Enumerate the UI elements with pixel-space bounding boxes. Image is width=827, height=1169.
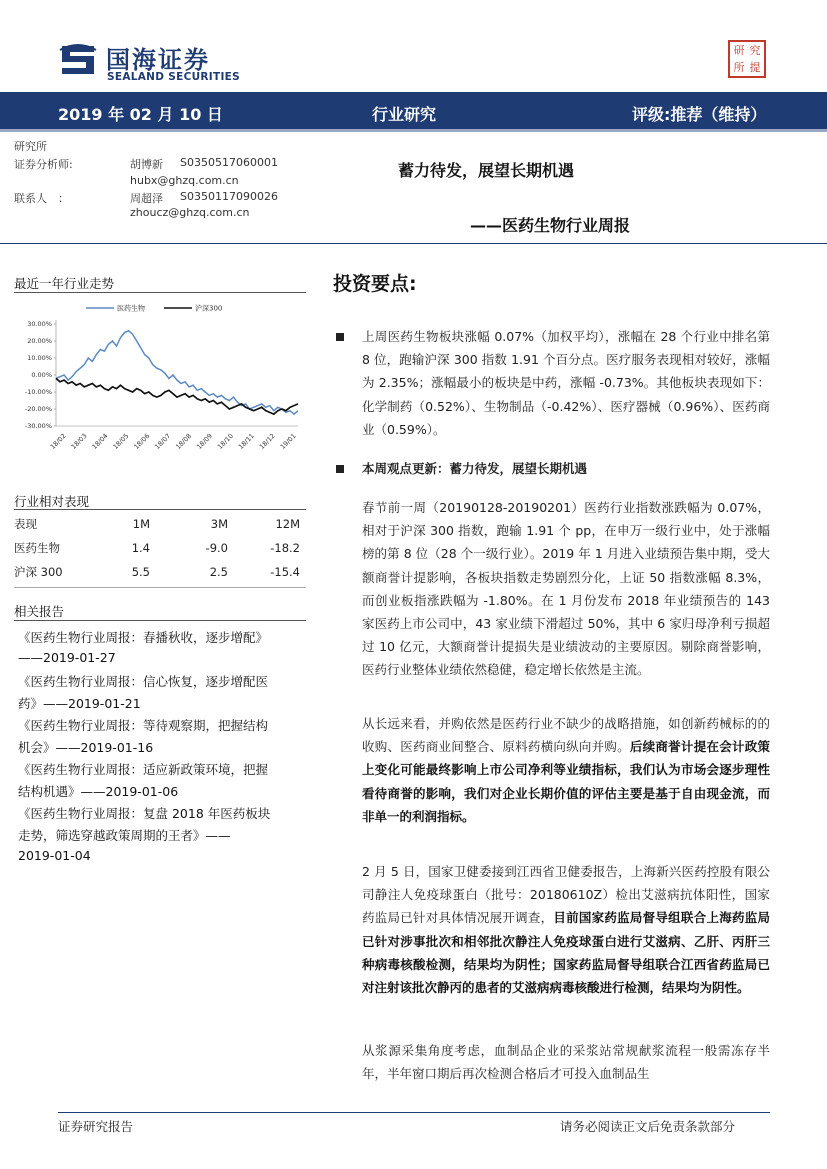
y-tick-label: 0.00%	[31, 371, 52, 379]
immunoglobulin-paragraph	[362, 860, 770, 999]
seal-char: 研	[733, 44, 745, 57]
table-header-cell: 表现	[14, 517, 37, 531]
y-tick-label: 10.00%	[27, 354, 52, 362]
related-report-line[interactable]: 《医药生物行业周报：信心恢复，逐步增配医	[18, 674, 269, 689]
brand-name-en: SEALAND SECURITIES	[107, 71, 240, 83]
table-cell: 沪深 300	[14, 565, 63, 579]
institute-label: 研究所	[14, 140, 47, 153]
related-report-line: ——2019-01-27	[18, 650, 116, 665]
weekly-view-heading: 本周观点更新：蓄力待发，展望长期机遇	[362, 461, 588, 476]
performance-table	[14, 512, 304, 584]
contact-name: 周超泽	[130, 192, 163, 205]
related-report-line[interactable]: 《医药生物行业周报：春播秋收，逐步增配》	[18, 630, 269, 645]
x-tick-label: 18/07	[153, 432, 173, 451]
footer-disclaimer[interactable]: 请务必阅读正文后免责条款部分	[560, 1119, 736, 1134]
research-seal-icon	[728, 40, 766, 78]
industry-trend-chart	[14, 298, 304, 458]
table-header-cell: 12M	[275, 517, 300, 531]
series-line-csi300	[56, 378, 298, 414]
table-header-row	[14, 512, 304, 536]
bullet-square-icon	[336, 465, 344, 473]
x-tick-label: 18/11	[236, 432, 256, 451]
header-divider	[0, 243, 827, 244]
x-tick-label: 18/02	[48, 432, 68, 451]
table-cell: -9.0	[205, 541, 228, 555]
analyst-name: 胡博新	[130, 158, 163, 171]
legend-label: 医药生物	[117, 304, 145, 313]
x-tick-label: 18/06	[132, 432, 152, 451]
table-cell: 2.5	[209, 565, 228, 579]
analyst-label: 证券分析师:	[14, 158, 73, 171]
seal-char: 提	[749, 61, 761, 74]
related-report-line[interactable]: 《医药生物行业周报：等待观察期，把握结构	[18, 718, 269, 733]
table-cell: 医药生物	[14, 541, 60, 555]
key-points-title: 投资要点:	[333, 273, 417, 295]
market-review-paragraph: 春节前一周（20190128-20190201）医药行业指数涨跌幅为 0.07%，相对于沪深 300 指数，跑输 1.91 个 pp，在申万一级行业中，处于涨幅榜的第 8 位（28 个一级行业）。2019 年 1 月进入业绩预告集中期，受大额商誉计提影响，各板块指数走势剧烈分化，上证 50 指数涨幅 8.3%，而创业板指涨跌幅为 -1.80%。在 1 月份发布 2018 年业绩预告的 143 家医药上市公司中，43 家业绩下滑超过 50%，其中 6 家归母净利亏损超过 10 亿元，大额商誉计提损失是业绩波动的主要原因。剔除商誉影响，医药行业整体业绩依然稳健，稳定增长依然是主流。	[362, 500, 770, 678]
y-tick-label: -10.00%	[24, 388, 52, 396]
related-report-line: 结构机遇》——2019-01-06	[18, 784, 179, 799]
contact-label: 联系人 ：	[14, 192, 69, 205]
m-and-a-text: 从长远来看，并购依然是医药行业不缺少的战略措施，如创新药械标的的收购、医药商业间整合、原料药横向纵向并购。	[362, 716, 770, 755]
m-and-a-paragraph	[362, 712, 770, 828]
table-cell: -18.2	[270, 541, 300, 555]
y-tick-label: -30.00%	[24, 422, 52, 430]
footer-divider	[58, 1112, 770, 1113]
related-report-line[interactable]: 《医药生物行业周报：适应新政策环境，把握	[18, 762, 269, 777]
analyst-cert-id: S0350517060001	[180, 156, 278, 169]
y-tick-label: 20.00%	[27, 337, 52, 345]
related-section-title: 相关报告	[14, 604, 65, 619]
related-report-line: 2019-01-04	[18, 848, 91, 863]
contact-cert-id: S0350117090026	[180, 190, 278, 203]
weekly-performance-paragraph: 上周医药生物板块涨幅 0.07%（加权平均），涨幅在 28 个行业中排名第 8 位，跑输沪深 300 指数 1.91 个百分点。医疗服务表现相对较好，涨幅为 2.35%；涨幅最小的板块是中药，涨幅 -0.73%。其他板块表现如下：化学制药（0.52%）、生物制品（-0.42%）、医疗器械（0.96%）、医药商业（0.59%）。	[362, 329, 770, 437]
x-tick-label: 18/05	[111, 432, 131, 451]
footer-left-text: 证券研究报告	[58, 1119, 134, 1134]
performance-section-title: 行业相对表现	[14, 494, 90, 509]
table-header-cell: 3M	[210, 517, 228, 531]
table-row	[14, 536, 304, 560]
contact-email[interactable]: zhoucz@ghzq.com.cn	[130, 206, 250, 219]
x-tick-label: 18/03	[69, 432, 89, 451]
table-cell: 1.4	[131, 541, 150, 555]
section-divider	[14, 509, 306, 510]
header-bar	[0, 92, 827, 132]
section-divider	[14, 587, 306, 588]
report-type: 行业研究	[372, 105, 437, 124]
sealand-logo-icon	[58, 42, 98, 78]
bullet-square-icon	[336, 333, 344, 341]
x-tick-label: 18/12	[257, 432, 277, 451]
table-cell: -15.4	[270, 565, 300, 579]
trend-section-title: 最近一年行业走势	[14, 276, 115, 291]
y-tick-label: 30.00%	[27, 320, 52, 328]
x-tick-label: 19/01	[278, 432, 298, 451]
report-rating: 评级:推荐（维持）	[632, 105, 767, 124]
brand-name-cn: 国海证券	[106, 46, 210, 74]
x-tick-label: 18/08	[174, 432, 194, 451]
series-line-pharma	[56, 331, 298, 414]
related-report-line[interactable]: 《医药生物行业周报：复盘 2018 年医药板块	[18, 806, 271, 821]
immunoglobulin-highlight: 目前国家药监局督导组联合上海药监局已针对涉事批次和相邻批次静注人免疫球蛋白进行艾滋病、乙肝、丙肝三种病毒核酸检测，结果均为阴性；国家药监局督导组联合江西省药监局已对注射该批次静丙的患者的艾滋病病毒核酸进行检测，结果均为阴性。	[362, 910, 770, 996]
legend-label: 沪深300	[195, 304, 223, 313]
x-tick-label: 18/09	[195, 432, 215, 451]
related-report-line: 走势，筛选穿越政策周期的王者》——	[18, 828, 231, 843]
table-header-cell: 1M	[132, 517, 150, 531]
m-and-a-highlight: 后续商誉计提在会计政策上变化可能最终影响上市公司净利等业绩指标，我们认为市场会逐步理性看待商誉的影响，我们对企业长期价值的评估主要是基于自由现金流，而非单一的利润指标。	[362, 739, 770, 824]
section-divider	[14, 292, 306, 293]
y-tick-label: -20.00%	[24, 405, 52, 413]
plasma-paragraph: 从浆源采集角度考虑，血制品企业的采浆站常规献浆流程一般需冻存半年，半年窗口期后再次检测合格后才可投入血制品生	[362, 1043, 770, 1082]
table-row	[14, 560, 304, 584]
seal-char: 究	[749, 44, 761, 57]
immunoglobulin-text: 2 月 5 日，国家卫健委接到江西省卫健委报告，上海新兴医药控股有限公司静注人免疫球蛋白（批号：20180610Z）检出艾滋病抗体阳性，国家药监局已针对具体情况展开调查，	[362, 864, 770, 926]
seal-char: 所	[733, 61, 745, 74]
analyst-email[interactable]: hubx@ghzq.com.cn	[130, 174, 239, 187]
x-tick-label: 18/04	[90, 432, 110, 451]
report-subtitle: ——医药生物行业周报	[470, 216, 631, 235]
report-date: 2019 年 02 月 10 日	[58, 105, 223, 124]
report-title: 蓄力待发，展望长期机遇	[398, 161, 575, 180]
section-divider	[14, 620, 306, 621]
x-tick-label: 18/10	[216, 432, 235, 451]
related-report-line: 机会》——2019-01-16	[18, 740, 154, 755]
related-report-line: 药》——2019-01-21	[18, 696, 141, 711]
table-cell: 5.5	[131, 565, 150, 579]
